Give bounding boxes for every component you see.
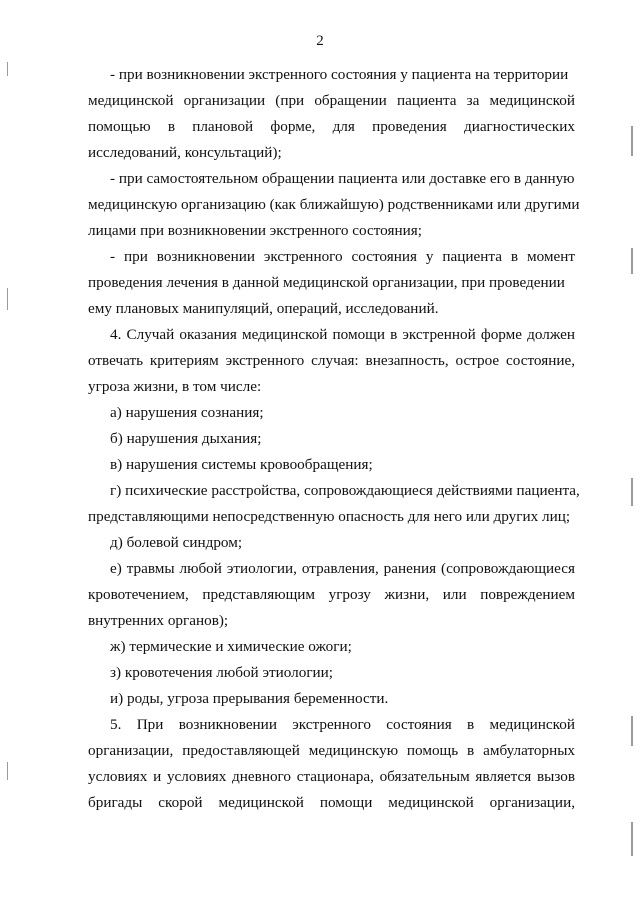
scan-artifact <box>631 822 633 856</box>
scan-artifact <box>631 478 633 506</box>
text-line: 4. Случай оказания медицинской помощи в экстренной форме должен <box>110 326 575 343</box>
text-line: - при возникновении экстренного состояния у пациента на территории <box>110 66 569 83</box>
scan-artifact <box>631 248 633 274</box>
text-line: условиях и условиях дневного стационара, обязательным является вызов <box>88 768 575 785</box>
text-line: ему плановых манипуляций, операций, исследований. <box>88 300 439 317</box>
list-item: з) кровотечения любой этиологии; <box>110 664 334 681</box>
text-line: - при возникновении экстренного состояния у пациента в момент <box>110 248 575 265</box>
text-line: медицинской организации (при обращении пациента за медицинской <box>88 92 575 109</box>
list-item: и) роды, угроза прерывания беременности. <box>110 690 389 707</box>
scan-artifact <box>631 126 633 156</box>
text-line: 5. При возникновении экстренного состояния в медицинской <box>110 716 575 733</box>
list-item: б) нарушения дыхания; <box>110 430 262 447</box>
text-line: бригады скорой медицинской помощи медицинской организации, <box>88 794 575 811</box>
scan-artifact <box>7 62 8 76</box>
text-line: помощью в плановой форме, для проведения диагностических <box>88 118 575 135</box>
text-line: исследований, консультаций); <box>88 144 282 161</box>
scan-artifact <box>7 762 8 780</box>
text-line: - при самостоятельном обращении пациента или доставке его в данную <box>110 170 575 187</box>
text-line: внутренних органов); <box>88 612 229 629</box>
list-item: в) нарушения системы кровообращения; <box>110 456 373 473</box>
page-number: 2 <box>316 33 324 49</box>
text-line: отвечать критериям экстренного случая: внезапность, острое состояние, <box>88 352 575 369</box>
text-line: лицами при возникновении экстренного состояния; <box>88 222 422 239</box>
list-item: е) травмы любой этиологии, отравления, ранения (сопровождающиеся <box>110 560 575 577</box>
text-line: представляющими непосредственную опасность для него или других лиц; <box>88 508 571 525</box>
text-line: организации, предоставляющей медицинскую помощь в амбулаторных <box>88 742 575 759</box>
list-item: д) болевой синдром; <box>110 534 243 551</box>
list-item: г) психические расстройства, сопровождающиеся действиями пациента, <box>110 482 580 499</box>
text-line: медицинскую организацию (как ближайшую) родственниками или другими <box>88 196 580 213</box>
list-item: а) нарушения сознания; <box>110 404 264 421</box>
scan-artifact <box>7 288 8 310</box>
scan-artifact <box>631 716 633 746</box>
text-line: угроза жизни, в том числе: <box>88 378 262 395</box>
list-item: ж) термические и химические ожоги; <box>110 638 352 655</box>
text-line: проведения лечения в данной медицинской организации, при проведении <box>88 274 565 291</box>
text-line: кровотечением, представляющим угрозу жизни, или повреждением <box>88 586 575 603</box>
